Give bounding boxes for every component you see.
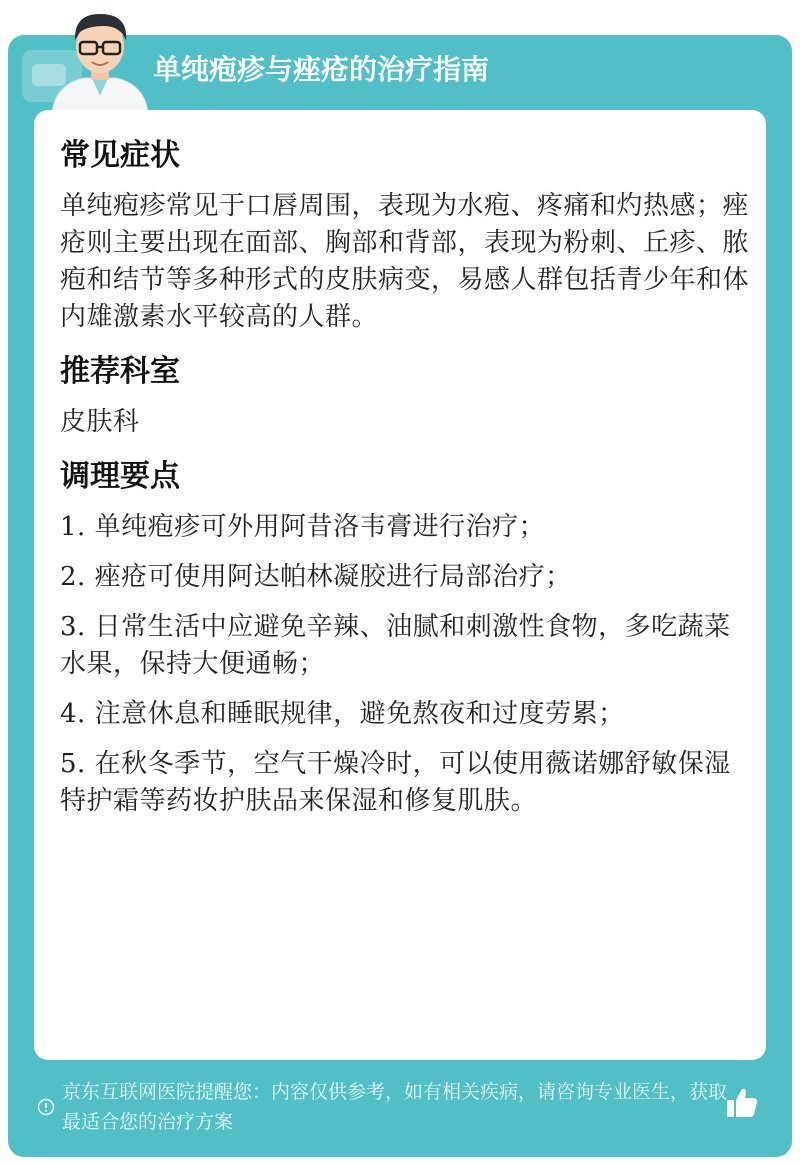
list-item-number: 2. bbox=[60, 562, 86, 592]
department-heading: 推荐科室 bbox=[60, 354, 180, 389]
doctor-avatar-icon bbox=[44, 6, 156, 112]
symptoms-heading: 常见症状 bbox=[60, 138, 180, 173]
list-item-text: 注意休息和睡眠规律，避免熬夜和过度劳累； bbox=[94, 699, 625, 729]
list-item bbox=[60, 609, 750, 683]
list-item-number: 3. bbox=[60, 612, 86, 642]
content-card bbox=[34, 110, 766, 1060]
list-item-number: 5. bbox=[60, 749, 86, 779]
list-item-text: 在秋冬季节，空气干燥冷时，可以使用薇诺娜舒敏保湿特护霜等药妆护肤品来保湿和修复肌肤。 bbox=[60, 749, 731, 816]
list-item bbox=[60, 746, 750, 820]
info-icon bbox=[37, 1098, 55, 1116]
thumbs-up-icon[interactable] bbox=[724, 1085, 760, 1121]
department-text: 皮肤科 bbox=[60, 407, 140, 437]
list-item-text: 单纯疱疹可外用阿昔洛韦膏进行治疗； bbox=[94, 512, 546, 542]
page-title: 单纯疱疹与痤疮的治疗指南 bbox=[153, 53, 490, 86]
care-heading: 调理要点 bbox=[60, 459, 180, 494]
list-item-number: 4. bbox=[60, 699, 86, 729]
list-item-number: 1. bbox=[60, 512, 86, 542]
list-item bbox=[60, 696, 750, 733]
list-item bbox=[60, 559, 750, 596]
content-body bbox=[60, 132, 750, 833]
symptoms-text: 单纯疱疹常见于口唇周围，表现为水疱、疼痛和灼热感；痤疮则主要出现在面部、胸部和背部，表现为粉刺、丘疹、脓疱和结节等多种形式的皮肤病变，易感人群包括青少年和体内雄激素水平较高的人群。 bbox=[60, 191, 750, 332]
list-item-text: 痤疮可使用阿达帕林凝胶进行局部治疗； bbox=[94, 562, 572, 592]
disclaimer-text: 京东互联网医院提醒您：内容仅供参考，如有相关疾病，请咨询专业医生，获取最适合您的治疗方案 bbox=[62, 1081, 728, 1133]
list-item bbox=[60, 509, 750, 546]
list-item-text: 日常生活中应避免辛辣、油腻和刺激性食物，多吃蔬菜水果，保持大便通畅； bbox=[60, 612, 731, 679]
